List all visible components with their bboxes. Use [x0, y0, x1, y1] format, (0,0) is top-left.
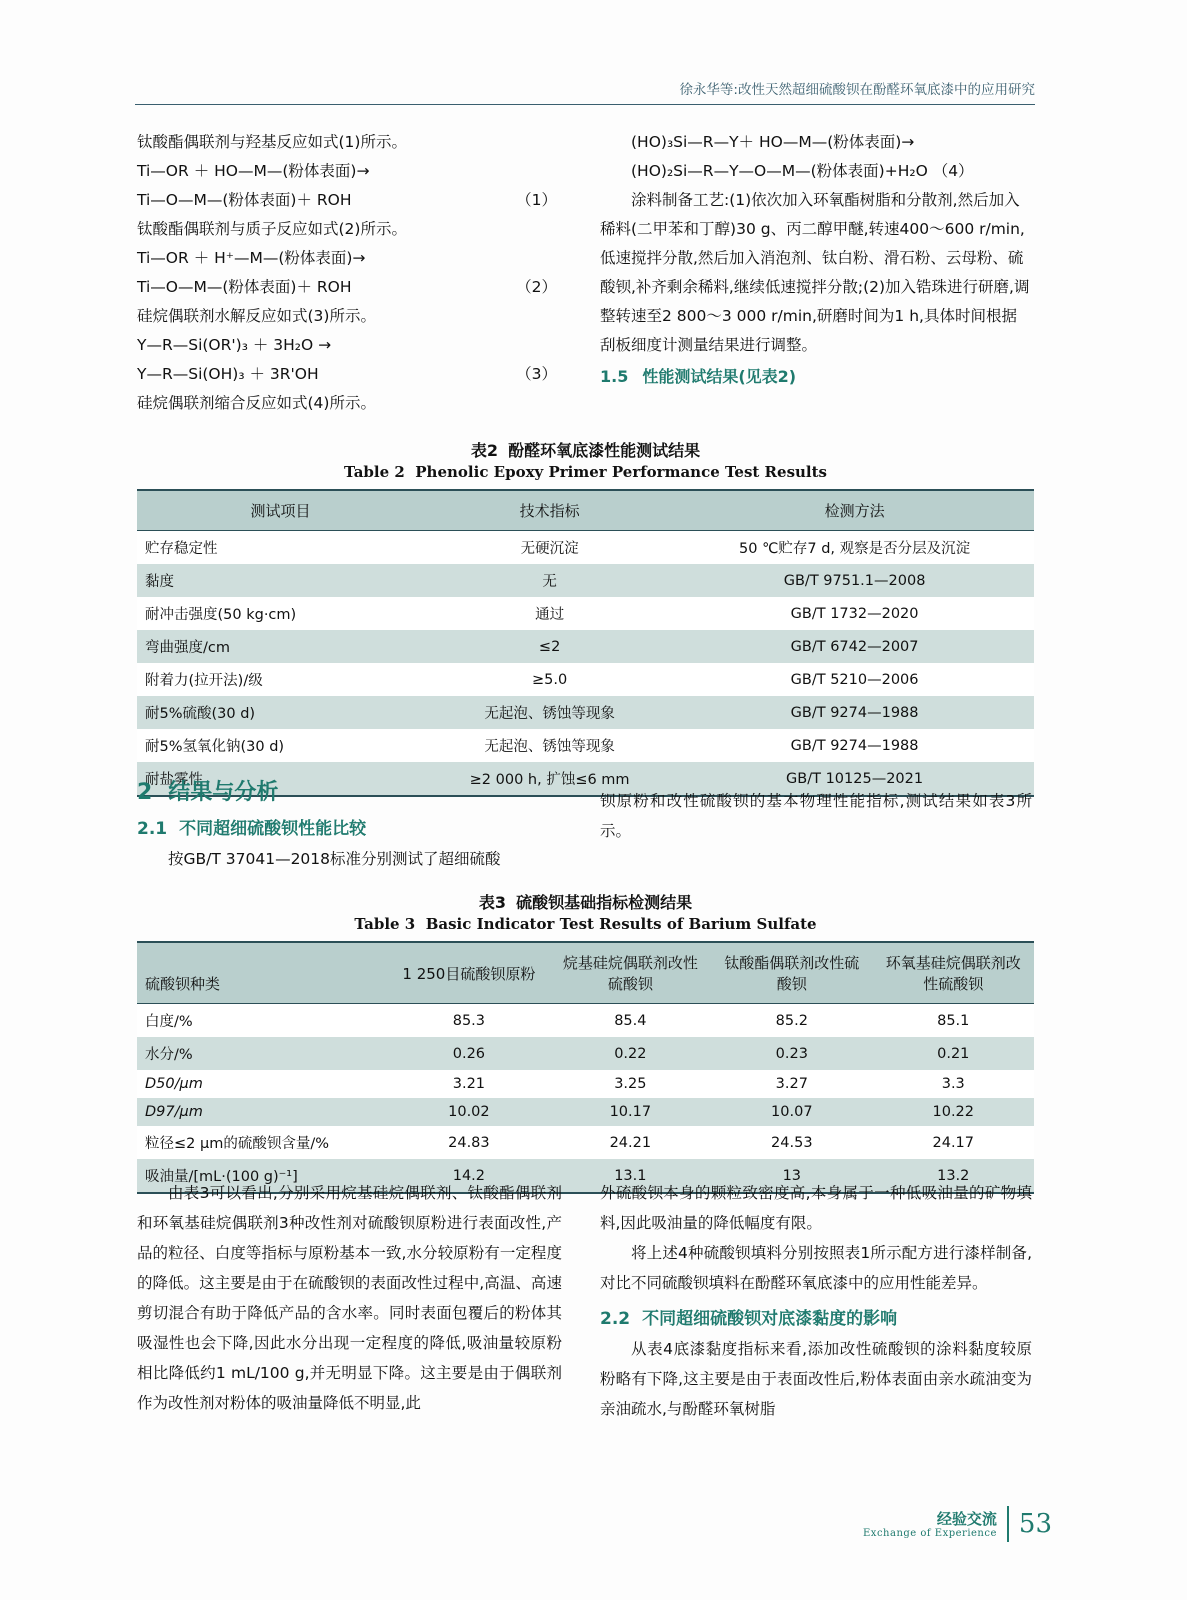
equation-text-line: Y—R—Si(OR')₃ ＋ 3H₂O → — [137, 336, 332, 354]
equation-line-with-number — [137, 186, 557, 215]
section-number: 2.2 — [600, 1309, 631, 1329]
equation-text-line: 硅烷偶联剂水解反应如式(3)所示。 — [137, 307, 376, 325]
table-cell: ≥5.0 — [424, 663, 675, 696]
table-row — [137, 531, 1034, 565]
left-column-equations — [137, 128, 557, 418]
table-row — [137, 597, 1034, 630]
equation-text-line: Ti—OR ＋ HO—M—(粉体表面)→ — [137, 162, 370, 180]
section-heading-2 — [137, 778, 562, 808]
table-header-cell: 硫酸钡种类 — [137, 942, 388, 1004]
table-cell: 白度/% — [137, 1004, 388, 1038]
bottom-right-paragraph-1: 外硫酸钡本身的颗粒致密度高,本身属于一种低吸油量的矿物填料,因此吸油量的降低幅度有限。 — [600, 1184, 1032, 1232]
table-cell: 无起泡、锈蚀等现象 — [424, 729, 675, 762]
table-cell: GB/T 6742—2007 — [675, 630, 1034, 663]
page-footer — [863, 1506, 1052, 1542]
table-cell: 50 ℃贮存7 d, 观察是否分层及沉淀 — [675, 531, 1034, 565]
footer-divider — [1007, 1506, 1009, 1542]
table-cell: GB/T 10125—2021 — [675, 762, 1034, 796]
table-cell: 水分/% — [137, 1037, 388, 1070]
equation-text-line: (HO)₃Si—R—Y＋ HO—M—(粉体表面)→ — [631, 133, 915, 151]
table-cell: 黏度 — [137, 564, 424, 597]
table-cell: 85.4 — [550, 1004, 711, 1038]
table-cell: 附着力(拉开法)/级 — [137, 663, 424, 696]
table-cell: 耐冲击强度(50 kg·cm) — [137, 597, 424, 630]
table-cell: 吸油量/[mL·(100 g)⁻¹] — [137, 1159, 388, 1193]
table-cell: ≥2 000 h, 扩蚀≤6 mm — [424, 762, 675, 796]
table-row — [137, 1098, 1034, 1126]
table-3-caption-en: Basic Indicator Test Results of Barium Sulfate — [425, 915, 817, 933]
section-2-left — [137, 778, 562, 874]
footer-label-block — [863, 1510, 997, 1539]
table-cell: D50/μm — [137, 1070, 388, 1098]
bottom-left-column — [137, 1178, 562, 1418]
table-header-cell: 烷基硅烷偶联剂改性硫酸钡 — [550, 942, 711, 1004]
table-cell: 0.23 — [711, 1037, 872, 1070]
bottom-left-paragraph: 由表3可以看出,分别采用烷基硅烷偶联剂、钛酸酯偶联剂和环氧基硅烷偶联剂3种改性剂对硫酸钡原粉进行表面改性,产品的粒径、白度等指标与原粉基本一致,水分较原粉有一定程度的降低。这主要是由于在硫酸钡的表面改性过程中,高温、高速剪切混合有助于降低产品的含水率。同时表面包覆后的粉体其吸湿性也会下降,因此水分出现一定程度的降低,吸油量较原粉相比降低约1 mL/100 g,并无明显下降。这主要是由于偶联剂作为改性剂对粉体的吸油量降低不明显,此 — [137, 1184, 562, 1412]
table-3-title-cn — [137, 890, 1034, 913]
table-header-cell: 技术指标 — [424, 490, 675, 531]
right-column-top — [600, 128, 1032, 391]
table-cell: 无起泡、锈蚀等现象 — [424, 696, 675, 729]
table-3 — [137, 941, 1034, 1194]
table-header-cell: 检测方法 — [675, 490, 1034, 531]
bottom-right-column — [600, 1178, 1032, 1424]
table-cell: 24.53 — [711, 1126, 872, 1159]
table-2-block — [137, 438, 1034, 797]
equation-text-line: Ti—OR ＋ H⁺—M—(粉体表面)→ — [137, 249, 366, 267]
bottom-right-paragraph-2: 将上述4种硫酸钡填料分别按照表1所示配方进行漆样制备,对比不同硫酸钡填料在酚醛环氧底漆中的应用性能差异。 — [600, 1244, 1032, 1292]
table-cell: 24.17 — [873, 1126, 1034, 1159]
table-3-block — [137, 890, 1034, 1194]
table-cell: 10.07 — [711, 1098, 872, 1126]
section-heading-2-2 — [600, 1304, 1032, 1334]
table-2-title-en — [137, 463, 1034, 481]
table-header-row — [137, 942, 1034, 1004]
equation-number: （3） — [516, 365, 557, 383]
equation-number: （1） — [516, 191, 557, 209]
footer-label-cn: 经验交流 — [936, 1509, 997, 1528]
table-2 — [137, 489, 1034, 797]
table-row — [137, 630, 1034, 663]
table-cell: 85.3 — [388, 1004, 549, 1038]
section-2-1-paragraph-right: 钡原粉和改性硫酸钡的基本物理性能指标,测试结果如表3所示。 — [600, 792, 1032, 840]
table-cell: 85.2 — [711, 1004, 872, 1038]
table-row — [137, 696, 1034, 729]
equation-text-line: Ti—O—M—(粉体表面)＋ ROH — [137, 191, 352, 209]
table-cell: GB/T 1732—2020 — [675, 597, 1034, 630]
table-header-cell: 1 250目硫酸钡原粉 — [388, 942, 549, 1004]
footer-label-en: Exchange of Experience — [863, 1527, 997, 1539]
table-cell: 贮存稳定性 — [137, 531, 424, 565]
table-row — [137, 1037, 1034, 1070]
table-2-label-en: Table 2 — [343, 463, 405, 481]
table-2-title-cn — [137, 438, 1034, 461]
table-3-label-en: Table 3 — [354, 915, 416, 933]
equation-text-line: Ti—O—M—(粉体表面)＋ ROH — [137, 278, 352, 296]
equation-text-line: (HO)₂Si—R—Y—O—M—(粉体表面)+H₂O （4） — [631, 162, 974, 180]
equation-number: （2） — [516, 278, 557, 296]
table-cell: GB/T 9274—1988 — [675, 729, 1034, 762]
table-cell: 24.21 — [550, 1126, 711, 1159]
table-cell: 10.02 — [388, 1098, 549, 1126]
table-header-row — [137, 490, 1034, 531]
table-2-caption-en: Phenolic Epoxy Primer Performance Test Results — [415, 463, 827, 481]
equation-line-with-number — [137, 360, 557, 389]
table-row — [137, 1126, 1034, 1159]
table-3-title-en — [137, 915, 1034, 933]
table-cell: 10.22 — [873, 1098, 1034, 1126]
table-row — [137, 1070, 1034, 1098]
table-cell: 3.3 — [873, 1070, 1034, 1098]
bottom-right-paragraph-3: 从表4底漆黏度指标来看,添加改性硫酸钡的涂料黏度较原粉略有下降,这主要是由于表面改性后,粉体表面由亲水疏油变为亲油疏水,与酚醛环氧树脂 — [600, 1340, 1032, 1418]
section-2-1-paragraph-left: 按GB/T 37041—2018标准分别测试了超细硫酸 — [168, 850, 501, 868]
table-row — [137, 663, 1034, 696]
equation-text-line: Y—R—Si(OH)₃ ＋ 3R'OH — [137, 365, 319, 383]
equation-text-line: 钛酸酯偶联剂与羟基反应如式(1)所示。 — [137, 133, 407, 151]
table-cell: D97/μm — [137, 1098, 388, 1126]
table-cell: ≤2 — [424, 630, 675, 663]
table-cell: 耐盐雾性 — [137, 762, 424, 796]
table-header-cell: 环氧基硅烷偶联剂改性硫酸钡 — [873, 942, 1034, 1004]
table-cell: 3.21 — [388, 1070, 549, 1098]
table-cell: 粒径≤2 μm的硫酸钡含量/% — [137, 1126, 388, 1159]
table-3-caption-cn: 硫酸钡基础指标检测结果 — [516, 893, 693, 912]
table-cell: GB/T 9274—1988 — [675, 696, 1034, 729]
running-header: 徐永华等:改性天然超细硫酸钡在酚醛环氧底漆中的应用研究 — [135, 78, 1035, 105]
table-row — [137, 1004, 1034, 1038]
table-cell: 13.2 — [873, 1159, 1034, 1193]
table-cell: GB/T 5210—2006 — [675, 663, 1034, 696]
section-heading-1-5 — [600, 362, 1032, 391]
section-number: 2.1 — [137, 819, 168, 839]
section-heading-2-1 — [137, 814, 562, 844]
table-cell: GB/T 9751.1—2008 — [675, 564, 1034, 597]
table-cell: 3.27 — [711, 1070, 872, 1098]
table-cell: 13 — [711, 1159, 872, 1193]
table-cell: 无 — [424, 564, 675, 597]
table-row — [137, 564, 1034, 597]
table-cell: 85.1 — [873, 1004, 1034, 1038]
section-title: 不同超细硫酸钡性能比较 — [179, 819, 367, 839]
page-number: 53 — [1018, 1509, 1052, 1539]
table-cell: 24.83 — [388, 1126, 549, 1159]
table-header-cell: 测试项目 — [137, 490, 424, 531]
section-number: 2 — [137, 780, 153, 805]
table-cell: 0.21 — [873, 1037, 1034, 1070]
table-cell: 耐5%硫酸(30 d) — [137, 696, 424, 729]
section-number: 1.5 — [600, 367, 629, 386]
section-title: 不同超细硫酸钡对底漆黏度的影响 — [642, 1309, 898, 1329]
table-3-label-cn: 表3 — [478, 893, 507, 912]
table-cell: 0.26 — [388, 1037, 549, 1070]
table-header-cell: 钛酸酯偶联剂改性硫酸钡 — [711, 942, 872, 1004]
table-cell: 弯曲强度/cm — [137, 630, 424, 663]
table-cell: 14.2 — [388, 1159, 549, 1193]
table-2-caption-cn: 酚醛环氧底漆性能测试结果 — [508, 441, 701, 460]
table-cell: 10.17 — [550, 1098, 711, 1126]
equation-line-with-number — [137, 273, 557, 302]
table-2-label-cn: 表2 — [470, 441, 499, 460]
section-2-right — [600, 786, 1032, 846]
table-cell: 无硬沉淀 — [424, 531, 675, 565]
equation-text-line: 硅烷偶联剂缩合反应如式(4)所示。 — [137, 394, 376, 412]
section-title: 性能测试结果(见表2) — [642, 367, 797, 386]
table-cell: 0.22 — [550, 1037, 711, 1070]
table-cell: 耐5%氢氧化钠(30 d) — [137, 729, 424, 762]
process-paragraph: 涂料制备工艺:(1)依次加入环氧酯树脂和分散剂,然后加入稀料(二甲苯和丁醇)30 g、丙二醇甲醚,转速400～600 r/min,低速搅拌分散,然后加入消泡剂、钛白粉、滑石粉、云母粉、硫酸钡,补齐剩余稀料,继续低速搅拌分散;(2)加入锆珠进行研磨,调整转速至2 800～3 000 r/min,研磨时间为1 h,具体时间根据刮板细度计测量结果进行调整。 — [600, 191, 1030, 354]
table-cell: 3.25 — [550, 1070, 711, 1098]
table-cell: 通过 — [424, 597, 675, 630]
equation-text-line: 钛酸酯偶联剂与质子反应如式(2)所示。 — [137, 220, 407, 238]
table-cell: 13.1 — [550, 1159, 711, 1193]
section-title: 结果与分析 — [168, 780, 279, 805]
table-row — [137, 729, 1034, 762]
